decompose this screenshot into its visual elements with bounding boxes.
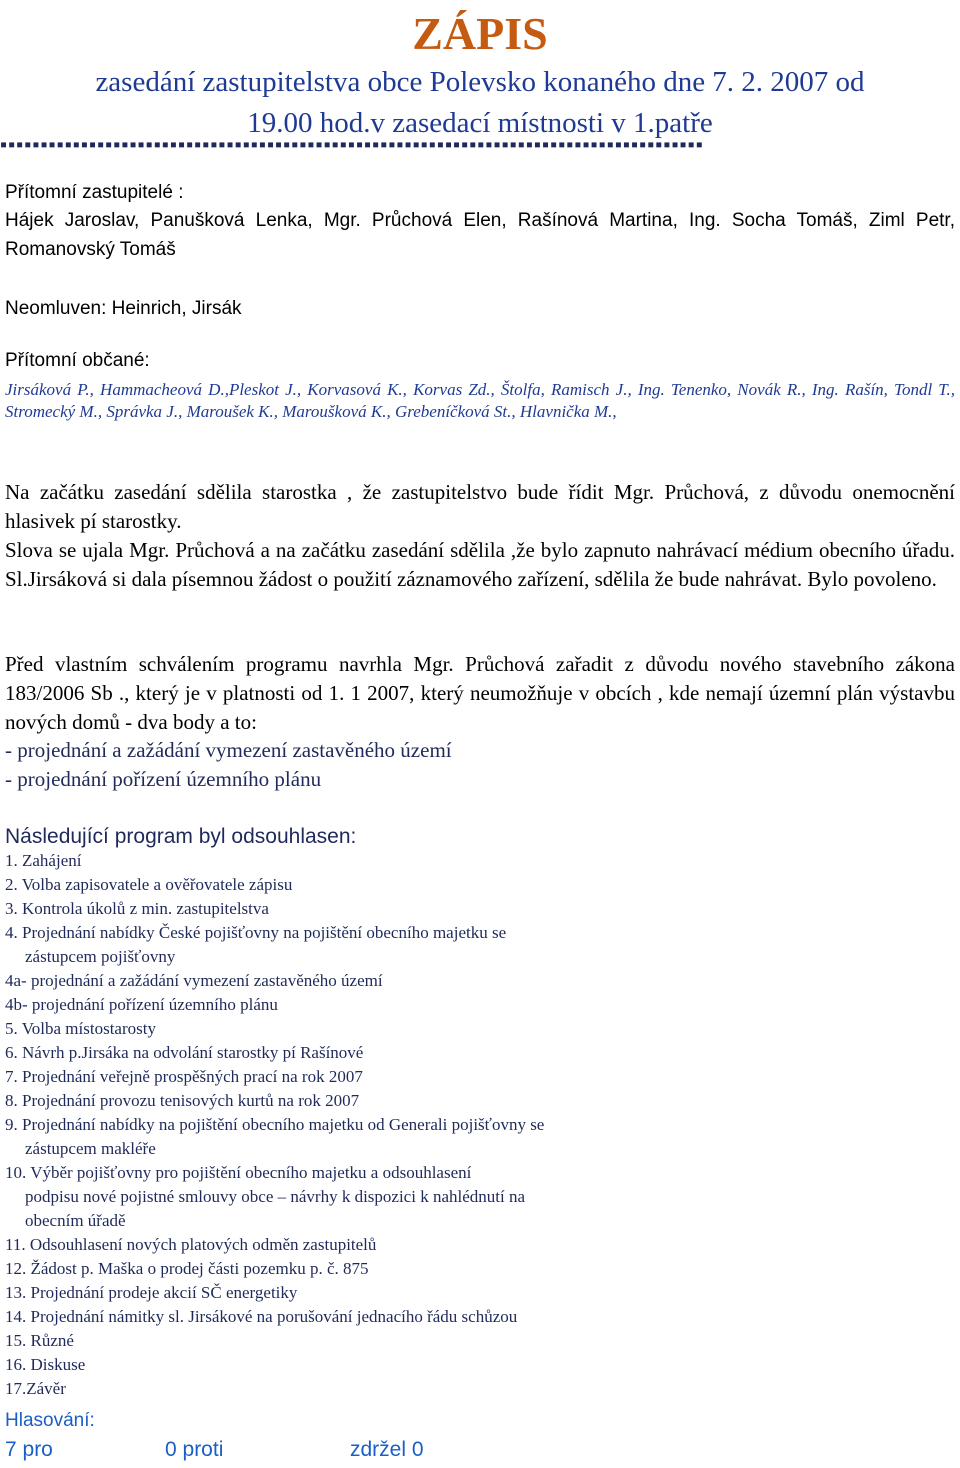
program-item: 8. Projednání provozu tenisových kurtů na rok 2007 xyxy=(5,1091,360,1110)
paragraph-chair: Na začátku zasedání sdělila starostka , že zastupitelstvo bude řídit Mgr. Průchová, z důvodu onemocnění hlasivek pí starostky. xyxy=(5,480,955,533)
program-item: 5. Volba místostarosty xyxy=(5,1019,156,1038)
citizens-list: Jirsáková P., Hammacheová D.,Pleskot J., Korvasová K., Korvas Zd., Štolfa, Ramisch J., Ing. Tenenko, Novák R., Ing. Rašín, Tondl T., Stromecký M., Správka J., Maroušek K., Maroušková K., Grebeníčková St., Hlavnička M., xyxy=(5,380,955,421)
program-item: 11. Odsouhlasení nových platových odměn zastupitelů xyxy=(5,1235,377,1254)
vote-heading: Hlasování: xyxy=(5,1410,95,1431)
dotted-separator: ▪▪▪▪▪▪▪▪▪▪▪▪▪▪▪▪▪▪▪▪▪▪▪▪▪▪▪▪▪▪▪▪▪▪▪▪▪▪▪▪▪▪▪▪▪▪▪▪▪▪▪▪▪▪▪▪▪▪▪▪▪▪▪▪▪▪▪▪▪▪▪▪▪▪▪▪▪▪▪▪▪▪▪▪▪▪▪ xyxy=(0,140,704,152)
program-item: 1. Zahájení xyxy=(5,851,82,870)
document-title: ZÁPIS xyxy=(412,8,548,59)
program-heading: Následující program byl odsouhlasen: xyxy=(5,825,357,848)
proposal-bullet-2: - projednání pořízení územního plánu xyxy=(5,767,322,791)
program-item: 4b- projednání pořízení územního plánu xyxy=(5,995,278,1014)
subtitle-line-2: 19.00 hod.v zasedací místnosti v 1.patře xyxy=(247,107,713,139)
members-list: Hájek Jaroslav, Panušková Lenka, Mgr. Průchová Elen, Rašínová Martina, Ing. Socha Tomáš, Ziml Petr, Romanovský Tomáš xyxy=(5,210,955,260)
program-item: 4a- projednání a zažádání vymezení zastavěného území xyxy=(5,971,383,990)
program-item: 16. Diskuse xyxy=(5,1355,86,1374)
program-item: 6. Návrh p.Jirsáka na odvolání starostky pí Rašínové xyxy=(5,1043,364,1062)
program-item: 4. Projednání nabídky České pojišťovny na pojištění obecního majetku se xyxy=(5,923,507,942)
program-item: 2. Volba zapisovatele a ověřovatele zápisu xyxy=(5,875,293,894)
citizens-label: Přítomní občané: xyxy=(5,350,150,371)
excused-members: Neomluven: Heinrich, Jirsák xyxy=(5,298,242,319)
paragraph-proposal: Před vlastním schválením programu navrhla Mgr. Průchová zařadit z důvodu nového stavebního zákona 183/2006 Sb ., který je v platnosti od 1. 1 2007, který neumožňuje v obcích , kde nemají územní plán výstavbu nových domů - dva body a to: xyxy=(5,652,955,734)
program-item: 9. Projednání nabídky na pojištění obecního majetku od Generali pojišťovny se xyxy=(5,1115,545,1134)
program-item-continuation: podpisu nové pojistné smlouvy obce – návrhy k dispozici k nahlédnutí na xyxy=(25,1187,526,1206)
paragraph-recording: Slova se ujala Mgr. Průchová a na začátku zasedání sdělila ,že bylo zapnuto nahrávací médium obecního úřadu. Sl.Jirsáková si dala písemnou žádost o použití záznamového zařízení, sdělila že bude nahrávat. Bylo povoleno. xyxy=(5,538,955,591)
program-item: 13. Projednání prodeje akcií SČ energetiky xyxy=(5,1283,298,1302)
program-item: 7. Projednání veřejně prospěšných prací na rok 2007 xyxy=(5,1067,363,1086)
program-list xyxy=(5,849,955,1401)
vote-proti: 0 proti xyxy=(165,1438,224,1461)
proposal-bullet-1: - projednání a zažádání vymezení zastavěného území xyxy=(5,738,452,762)
program-item: 3. Kontrola úkolů z min. zastupitelstva xyxy=(5,899,269,918)
program-item: 15. Různé xyxy=(5,1331,74,1350)
document-subtitle xyxy=(20,62,940,144)
program-item-continuation: zástupcem makléře xyxy=(25,1139,156,1158)
program-item: 17.Závěr xyxy=(5,1379,66,1398)
program-item-continuation: obecním úřadě xyxy=(25,1211,126,1230)
members-label: Přítomní zastupitelé : xyxy=(5,182,184,203)
program-item: 14. Projednání námitky sl. Jirsákové na porušování jednacího řádu schůzou xyxy=(5,1307,518,1326)
program-item: 10. Výběr pojišťovny pro pojištění obecního majetku a odsouhlasení xyxy=(5,1163,472,1182)
vote-pro: 7 pro xyxy=(5,1438,53,1461)
subtitle-line-1: zasedání zastupitelstva obce Polevsko konaného dne 7. 2. 2007 od xyxy=(95,66,865,98)
program-item-continuation: zástupcem pojišťovny xyxy=(25,947,176,966)
vote-zdrzel: zdržel 0 xyxy=(350,1438,424,1461)
program-item: 12. Žádost p. Maška o prodej části pozemku p. č. 875 xyxy=(5,1259,369,1278)
